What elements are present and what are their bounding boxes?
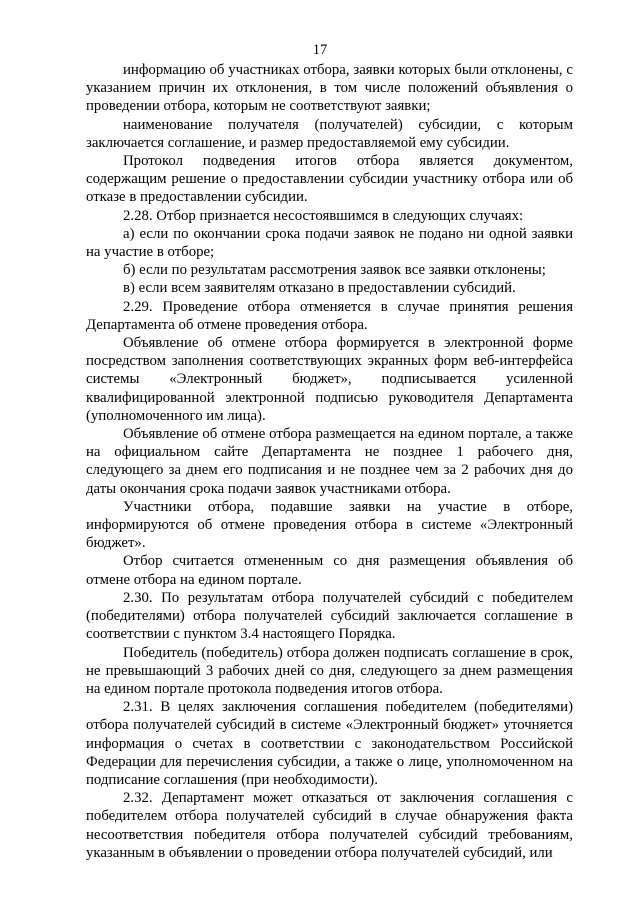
paragraph-participants-notified: Участники отбора, подавшие заявки на участие в отборе, информируются об отмене проведения отбора в системе «Электронный бюджет». [86, 498, 573, 552]
page-number: 17 [312, 42, 328, 58]
paragraph-protocol: Протокол подведения итогов отбора является документом, содержащим решение о предоставлении субсидии участнику отбора или об отказе в предоставлении субсидии. [86, 153, 573, 206]
paragraph-winner-signing: Победитель (победитель) отбора должен подписать соглашение в срок, не превышающий 3 рабочих дней со дня, следующего за днем размещения на едином портале протокола подведения итогов отбора. [86, 644, 573, 697]
paragraph-2-29: 2.29. Проведение отбора отменяется в случае принятия решения Департамента об отмене проведения отбора. [86, 298, 573, 333]
paragraph-recipient-name: наименование получателя (получателей) субсидии, с которым заключается соглашение, и размер предоставляемой ему субсидии. [86, 116, 573, 151]
document-body [86, 61, 573, 862]
paragraph-cancellation-form: Объявление об отмене отбора формируется в электронной форме посредством заполнения соответствующих экранных форм веб-интерфейса системы «Электронный бюджет», подписывается усиленной квалифицированной электронной подписью руководителя Департамента (уполномоченного им лица). [86, 335, 573, 424]
paragraph-2-31: 2.31. В целях заключения соглашения победителем (победителями) отбора получателей субсидий в системе «Электронный бюджет» уточняется информация о счетах в соответствии с законодательством Российской Федерации для перечисления субсидии, а также о лице, уполномоченном на подписание соглашения (при необходимости). [86, 699, 573, 788]
paragraph-selection-cancelled: Отбор считается отмененным со дня размещения объявления об отмене отбора на едином портале. [86, 553, 573, 588]
paragraph-2-28-a: а) если по окончании срока подачи заявок не подано ни одной заявки на участие в отборе; [86, 225, 573, 261]
paragraph-2-30: 2.30. По результатам отбора получателей субсидий с победителем (победителями) отбора получателей субсидий заключается соглашение в соответствии с пунктом 3.4 настоящего Порядка. [86, 589, 573, 643]
paragraph-2-28-b: б) если по результатам рассмотрения заявок все заявки отклонены; [123, 262, 546, 279]
paragraph-cancellation-publication: Объявление об отмене отбора размещается на едином портале, а также на официальном сайте Департамента не позднее 1 рабочего дня, следующего за днем его подписания и не позднее чем за 2 рабочих дня до даты окончания срока подачи заявок участниками отбора. [86, 426, 573, 497]
paragraph-rejected-participants: информацию об участниках отбора, заявки которых были отклонены, с указанием причин их отклонения, в том числе положений объявления о проведении отбора, которым не соответствуют заявки; [86, 62, 573, 115]
paragraph-2-28-c: в) если всем заявителям отказано в предоставлении субсидий. [123, 280, 516, 297]
paragraph-2-28: 2.28. Отбор признается несостоявшимся в следующих случаях: [123, 207, 524, 224]
paragraph-2-32: 2.32. Департамент может отказаться от заключения соглашения с победителем отбора получателей субсидий в случае обнаружения факта несоответствия победителя отбора получателей субсидий требованиям, указанным в объявлении о проведении отбора получателей субсидий, или [86, 790, 573, 861]
